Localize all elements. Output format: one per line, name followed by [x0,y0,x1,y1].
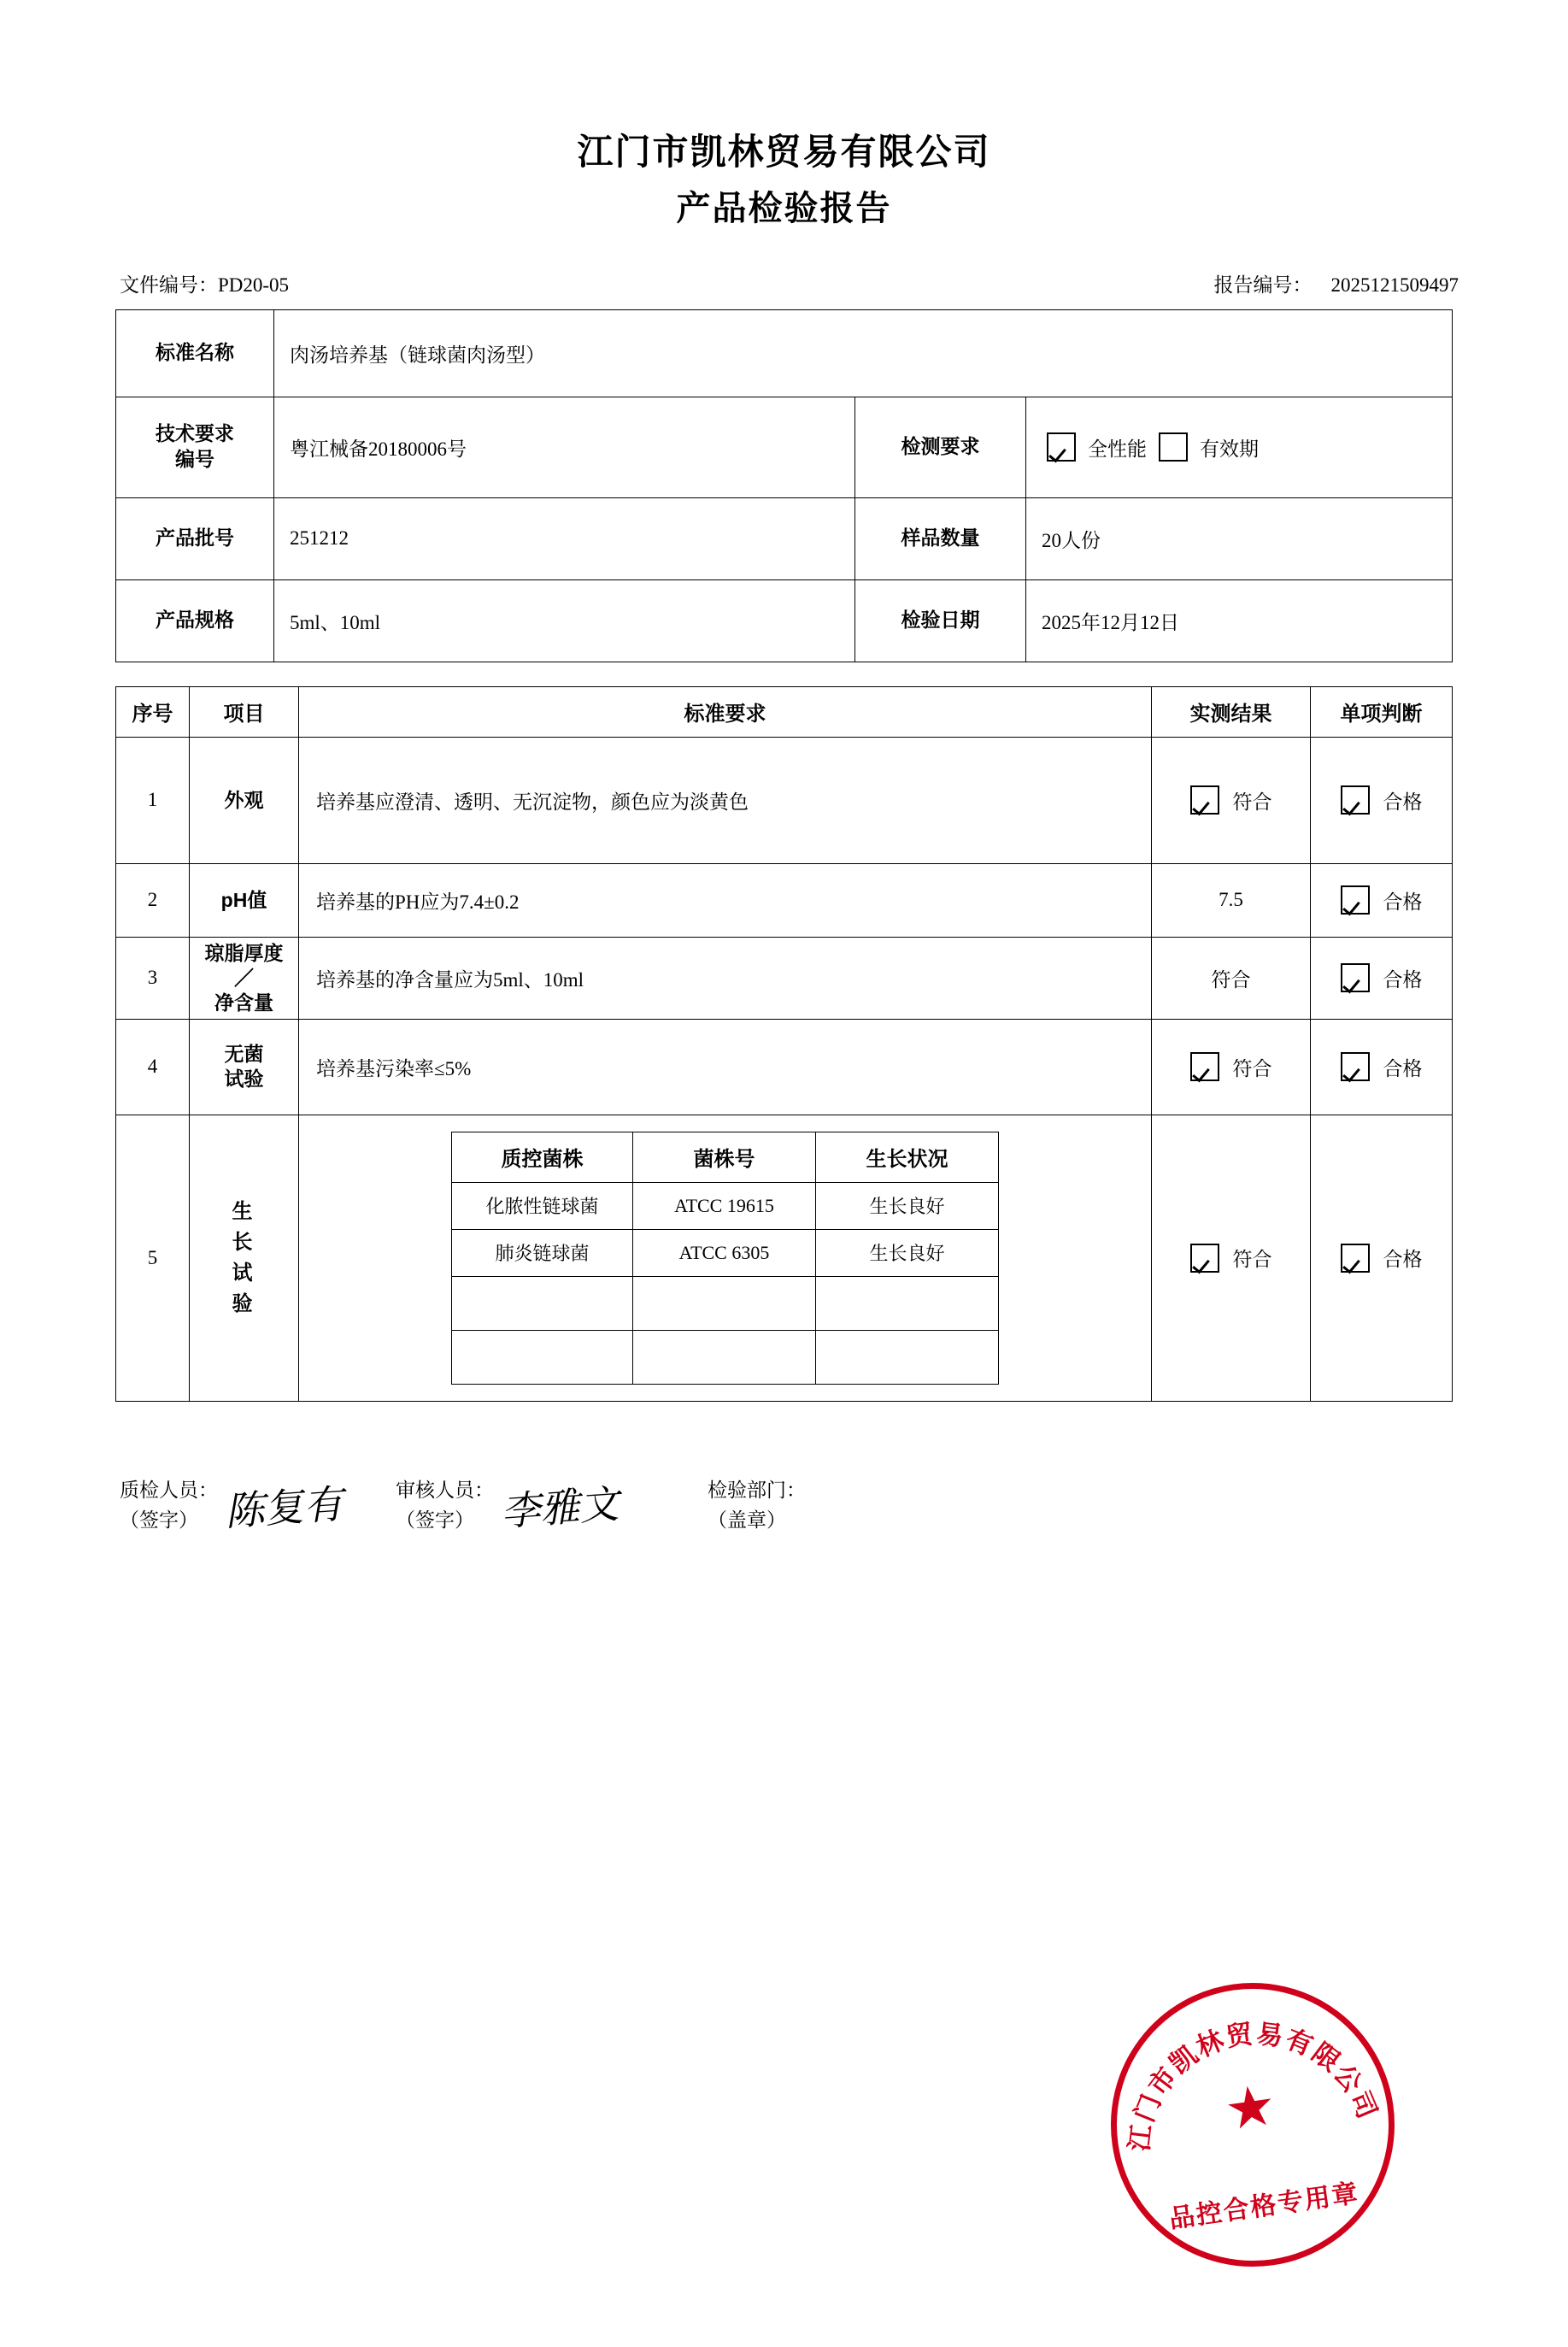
checkbox-checked-icon[interactable] [1047,432,1076,462]
row2-requirement: 培养基的PH应为7.4±0.2 [299,863,1152,937]
table-row [116,737,1453,863]
growth-r2-strain: 肺炎链球菌 [452,1229,633,1276]
col-header-measured: 实测结果 [1152,686,1311,737]
table-row [116,937,1453,1019]
row2-judgement-label: 合格 [1383,891,1423,913]
checkbox-full-performance-label: 全性能 [1088,438,1147,460]
checkbox-checked-icon[interactable] [1190,785,1219,815]
doc-number-label: 文件编号： [120,274,218,296]
tech-req-label [116,397,274,497]
results-table [115,686,1453,1402]
row3-item-line3: 净含量 [214,991,273,1014]
reviewer-label [396,1475,494,1536]
row1-item: 外观 [190,737,299,863]
table-row [116,497,1453,579]
table-row [116,309,1453,397]
growth-col-strain: 质控菌株 [452,1132,633,1182]
qc-inspector-signature: 陈复有 [223,1481,344,1534]
row4-measured-label: 符合 [1232,1057,1272,1079]
growth-r2-strain-no: ATCC 6305 [633,1229,816,1276]
stamp-top-text: 江门市凯林贸易有限公司 [1124,2018,1383,2153]
checkbox-empty-icon[interactable] [1159,432,1188,462]
row4-item-line1: 无菌 [224,1043,264,1066]
meta-row [120,269,1459,297]
row3-item-line2: ／ [234,966,254,989]
col-header-requirement: 标准要求 [299,686,1152,737]
row5-measured [1152,1115,1311,1401]
inspection-dept-label [708,1475,806,1536]
spec-label: 产品规格 [116,579,274,662]
growth-r3-strain-no [633,1276,816,1330]
checkbox-validity-period-label: 有效期 [1200,438,1259,460]
row3-item-line1: 琼脂厚度 [204,942,284,965]
test-date-value: 2025年12月12日 [1026,579,1453,662]
row4-judgement-label: 合格 [1383,1057,1423,1079]
row3-index: 3 [116,937,190,1019]
row3-requirement: 培养基的净含量应为5ml、10ml [299,937,1152,1019]
batch-value: 251212 [274,497,855,579]
qc-inspector-label-line1: 质检人员： [120,1479,218,1501]
table-row [116,397,1453,497]
col-header-index: 序号 [116,686,190,737]
star-icon: ★ [1220,2073,1280,2143]
title-block [0,128,1568,233]
growth-r2-status: 生长良好 [816,1229,999,1276]
std-name-value: 肉汤培养基（链球菌肉汤型） [274,309,1453,397]
report-number-label: 报告编号： [1213,274,1313,296]
checkbox-checked-icon[interactable] [1341,785,1370,815]
row5-judgement-checkbox-group[interactable] [1312,1244,1451,1273]
signature-area [120,1475,1448,1536]
growth-row [452,1330,999,1384]
report-number-value: 2025121509497 [1330,274,1459,296]
row4-judgement-checkbox-group[interactable] [1312,1052,1451,1081]
table-row [116,1115,1453,1401]
row5-measured-label: 符合 [1232,1249,1272,1271]
test-req-option-group [1035,432,1443,462]
row2-item: pH值 [190,863,299,937]
growth-col-status: 生长状况 [816,1132,999,1182]
doc-number-value: PD20-05 [218,274,290,296]
growth-r1-strain-no: ATCC 19615 [633,1182,816,1229]
row1-judgement [1311,737,1453,863]
tech-req-label-line1: 技术要求 [156,422,234,445]
row5-item-label: 生 长 试 验 [232,1199,256,1315]
row1-measured-label: 符合 [1232,791,1272,813]
growth-header-row [452,1132,999,1182]
row1-judgement-label: 合格 [1383,791,1423,813]
row4-item-line2: 试验 [224,1068,264,1091]
growth-r4-strain-no [633,1330,816,1384]
growth-row [452,1182,999,1229]
row3-item [190,937,299,1019]
results-header-row [116,686,1453,737]
growth-row [452,1276,999,1330]
row4-measured-checkbox-group[interactable] [1153,1052,1309,1081]
reviewer-label-line1: 审核人员： [396,1479,494,1501]
table-row [116,579,1453,662]
row4-measured [1152,1019,1311,1115]
row3-measured: 符合 [1152,937,1311,1019]
checkbox-checked-icon[interactable] [1190,1244,1219,1273]
inspection-dept-label-line2: （盖章） [708,1509,786,1532]
row3-judgement-label: 合格 [1383,968,1423,991]
row2-judgement-checkbox-group[interactable] [1312,885,1451,915]
row4-index: 4 [116,1019,190,1115]
company-name: 江门市凯林贸易有限公司 [577,132,991,172]
growth-col-strain-no: 菌株号 [633,1132,816,1182]
checkbox-checked-icon[interactable] [1190,1052,1219,1081]
row2-measured: 7.5 [1152,863,1311,937]
sample-qty-label: 样品数量 [855,497,1026,579]
info-table [115,309,1453,662]
growth-r4-status [816,1330,999,1384]
row1-measured [1152,737,1311,863]
growth-r3-status [816,1276,999,1330]
reviewer-label-line2: （签字） [396,1509,474,1532]
checkbox-checked-icon[interactable] [1341,885,1370,915]
reviewer-signature: 李雅文 [499,1481,620,1534]
row5-index: 5 [116,1115,190,1401]
growth-test-table [451,1132,999,1385]
row5-judgement-label: 合格 [1383,1249,1423,1271]
row4-judgement [1311,1019,1453,1115]
row3-judgement-checkbox-group[interactable] [1312,963,1451,992]
checkbox-checked-icon[interactable] [1341,963,1370,992]
row5-item [190,1115,299,1401]
reviewer-block [396,1475,619,1536]
row1-measured-checkbox-group[interactable] [1153,785,1309,815]
col-header-judgement: 单项判断 [1311,686,1453,737]
inspection-dept-block [708,1475,806,1536]
test-req-label: 检测要求 [855,397,1026,497]
sample-qty-value: 20人份 [1026,497,1453,579]
row5-measured-checkbox-group[interactable] [1153,1244,1309,1273]
growth-r1-strain: 化脓性链球菌 [452,1182,633,1229]
table-row [116,863,1453,937]
inspection-dept-label-line1: 检验部门： [708,1479,806,1501]
report-page [0,128,1568,2347]
spec-value: 5ml、10ml [274,579,855,662]
qc-inspector-label-line2: （签字） [120,1509,198,1532]
growth-r3-strain [452,1276,633,1330]
batch-label: 产品批号 [116,497,274,579]
growth-row [452,1229,999,1276]
qc-inspector-label [120,1475,218,1536]
row4-item [190,1019,299,1115]
test-date-label: 检验日期 [855,579,1026,662]
table-row [116,1019,1453,1115]
tech-req-value: 粤江械备20180006号 [274,397,855,497]
row2-judgement [1311,863,1453,937]
checkbox-validity-period[interactable] [1159,432,1259,462]
company-stamp [1093,1965,1413,2285]
tech-req-label-line2: 编号 [175,448,214,471]
checkbox-full-performance[interactable] [1047,432,1147,462]
row3-judgement [1311,937,1453,1019]
row2-index: 2 [116,863,190,937]
stamp-bottom-text: 品控合格专用章 [1167,2179,1361,2234]
checkbox-checked-icon[interactable] [1341,1244,1370,1273]
test-req-options [1026,397,1453,497]
std-name-label: 标准名称 [116,309,274,397]
row1-judgement-checkbox-group[interactable] [1312,785,1451,815]
growth-r4-strain [452,1330,633,1384]
row5-growth-table-cell [299,1115,1152,1401]
row1-requirement: 培养基应澄清、透明、无沉淀物，颜色应为淡黄色 [299,737,1152,863]
col-header-item: 项目 [190,686,299,737]
doc-number [120,269,289,297]
checkbox-checked-icon[interactable] [1341,1052,1370,1081]
row4-requirement: 培养基污染率≤5% [299,1019,1152,1115]
row5-judgement [1311,1115,1453,1401]
growth-r1-status: 生长良好 [816,1182,999,1229]
page-title: 产品检验报告 [676,189,892,227]
qc-inspector-block [120,1475,343,1536]
row1-index: 1 [116,737,190,863]
report-number [1214,269,1459,297]
